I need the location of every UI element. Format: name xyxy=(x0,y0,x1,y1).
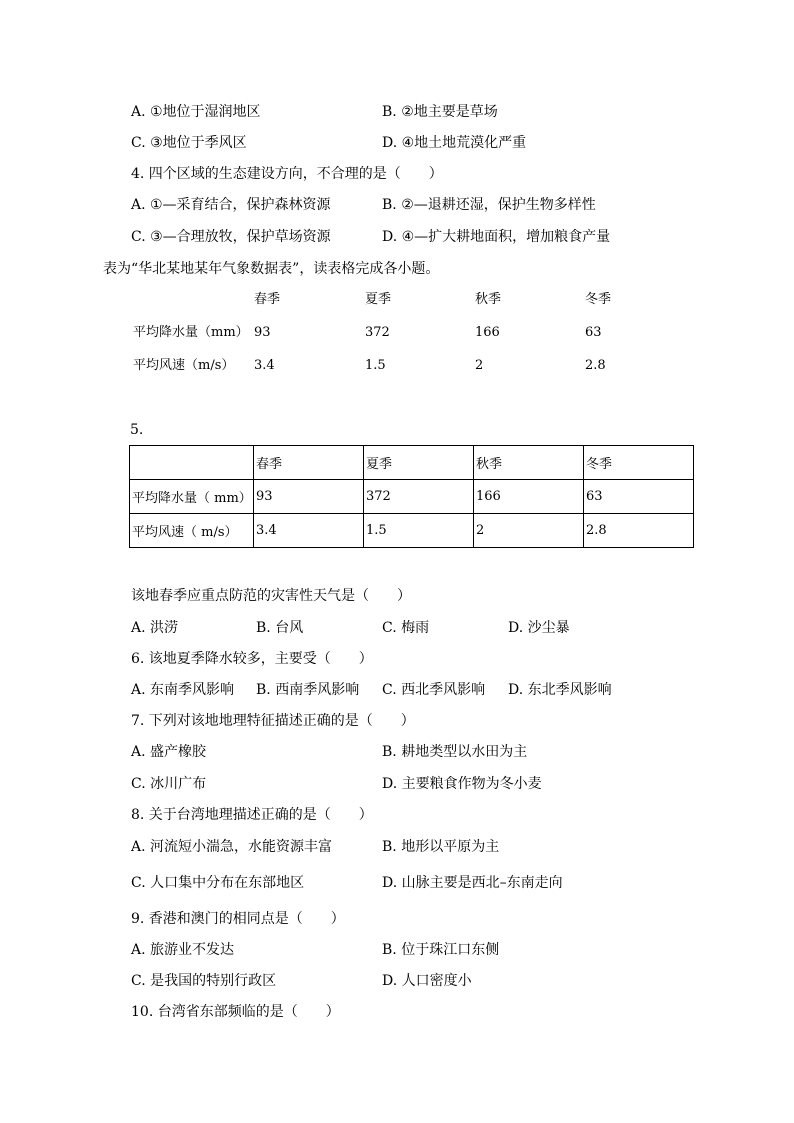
table-cell: 372 xyxy=(364,480,474,514)
table-cell: 春季 xyxy=(254,446,364,480)
q6-option-c: C. 西北季风影响 xyxy=(382,682,486,698)
q7-option-b: B. 耕地类型以水田为主 xyxy=(382,744,528,760)
table-cell: 平均降水量（ mm） xyxy=(130,480,254,514)
plain-cell: 166 xyxy=(475,325,500,340)
q6-option-d: D. 东北季风影响 xyxy=(508,682,612,698)
q5-data-table xyxy=(129,445,694,548)
q5-number: 5. xyxy=(130,422,144,438)
q9-option-a: A. 旅游业不发达 xyxy=(131,942,235,958)
table-cell: 2 xyxy=(474,514,584,548)
q4-option-a: A. ①—采育结合，保护森林资源 xyxy=(131,197,331,213)
plain-cell: 2.8 xyxy=(585,358,606,373)
q8-stem: 8. 关于台湾地理描述正确的是（ ） xyxy=(131,807,373,823)
q5-option-d: D. 沙尘暴 xyxy=(508,620,570,636)
q4-option-b: B. ②—退耕还湿，保护生物多样性 xyxy=(382,197,596,213)
table-cell: 93 xyxy=(254,480,364,514)
plain-cell: 63 xyxy=(585,325,602,340)
table-cell: 1.5 xyxy=(364,514,474,548)
q5-option-a: A. 洪涝 xyxy=(131,620,179,636)
q6-stem: 6. 该地夏季降水较多，主要受（ ） xyxy=(131,651,373,667)
table-cell: 秋季 xyxy=(474,446,584,480)
q9-option-b: B. 位于珠江口东侧 xyxy=(382,942,500,958)
table-row xyxy=(130,480,694,514)
q7-option-d: D. 主要粮食作物为冬小麦 xyxy=(382,776,542,792)
q9-option-c: C. 是我国的特别行政区 xyxy=(131,973,277,989)
table-cell: 63 xyxy=(584,480,694,514)
table-cell: 2.8 xyxy=(584,514,694,548)
table-cell: 3.4 xyxy=(254,514,364,548)
q3-option-b: B. ②地主要是草场 xyxy=(382,104,498,120)
q5-option-b: B. 台风 xyxy=(256,620,304,636)
q8-option-a: A. 河流短小湍急，水能资源丰富 xyxy=(131,839,333,855)
q4-stem: 4. 四个区域的生态建设方向，不合理的是（ ） xyxy=(131,166,443,182)
q5-option-c: C. 梅雨 xyxy=(382,620,430,636)
q3-option-a: A. ①地位于湿润地区 xyxy=(131,104,261,120)
table-cell: 平均风速（ m/s） xyxy=(130,514,254,548)
plain-header-autumn: 秋季 xyxy=(475,292,502,307)
plain-cell: 2 xyxy=(475,358,484,373)
plain-row-label: 平均降水量（mm） xyxy=(133,325,249,340)
table-intro: 表为“华北某地某年气象数据表”，读表格完成各小题。 xyxy=(103,261,440,277)
q10-stem: 10. 台湾省东部频临的是（ ） xyxy=(131,1004,340,1020)
plain-header-winter: 冬季 xyxy=(585,292,612,307)
plain-cell: 1.5 xyxy=(365,358,386,373)
q6-option-b: B. 西南季风影响 xyxy=(256,682,360,698)
table-cell: 166 xyxy=(474,480,584,514)
table-cell xyxy=(130,446,254,480)
q9-option-d: D. 人口密度小 xyxy=(382,973,472,989)
table-row xyxy=(130,514,694,548)
q4-option-c: C. ③—合理放牧，保护草场资源 xyxy=(131,229,331,245)
plain-row-label: 平均风速（m/s） xyxy=(133,358,235,373)
q7-stem: 7. 下列对该地地理特征描述正确的是（ ） xyxy=(131,713,415,729)
q3-option-c: C. ③地位于季风区 xyxy=(131,135,247,151)
plain-cell: 93 xyxy=(254,325,271,340)
q9-stem: 9. 香港和澳门的相同点是（ ） xyxy=(131,911,345,927)
q3-option-d: D. ④地土地荒漠化严重 xyxy=(382,135,527,151)
q7-option-a: A. 盛产橡胶 xyxy=(131,744,207,760)
plain-cell: 372 xyxy=(365,325,390,340)
q7-option-c: C. 冰川广布 xyxy=(131,776,207,792)
q8-option-c: C. 人口集中分布在东部地区 xyxy=(131,875,305,891)
q8-option-b: B. 地形以平原为主 xyxy=(382,839,500,855)
q5-stem: 该地春季应重点防范的灾害性天气是（ ） xyxy=(131,588,411,604)
table-row xyxy=(130,446,694,480)
q4-option-d: D. ④—扩大耕地面积，增加粮食产量 xyxy=(382,229,611,245)
table-cell: 冬季 xyxy=(584,446,694,480)
plain-header-summer: 夏季 xyxy=(365,292,392,307)
q6-option-a: A. 东南季风影响 xyxy=(131,682,235,698)
q8-option-d: D. 山脉主要是西北–东南走向 xyxy=(382,875,563,891)
table-cell: 夏季 xyxy=(364,446,474,480)
plain-header-spring: 春季 xyxy=(254,292,281,307)
plain-cell: 3.4 xyxy=(254,358,275,373)
